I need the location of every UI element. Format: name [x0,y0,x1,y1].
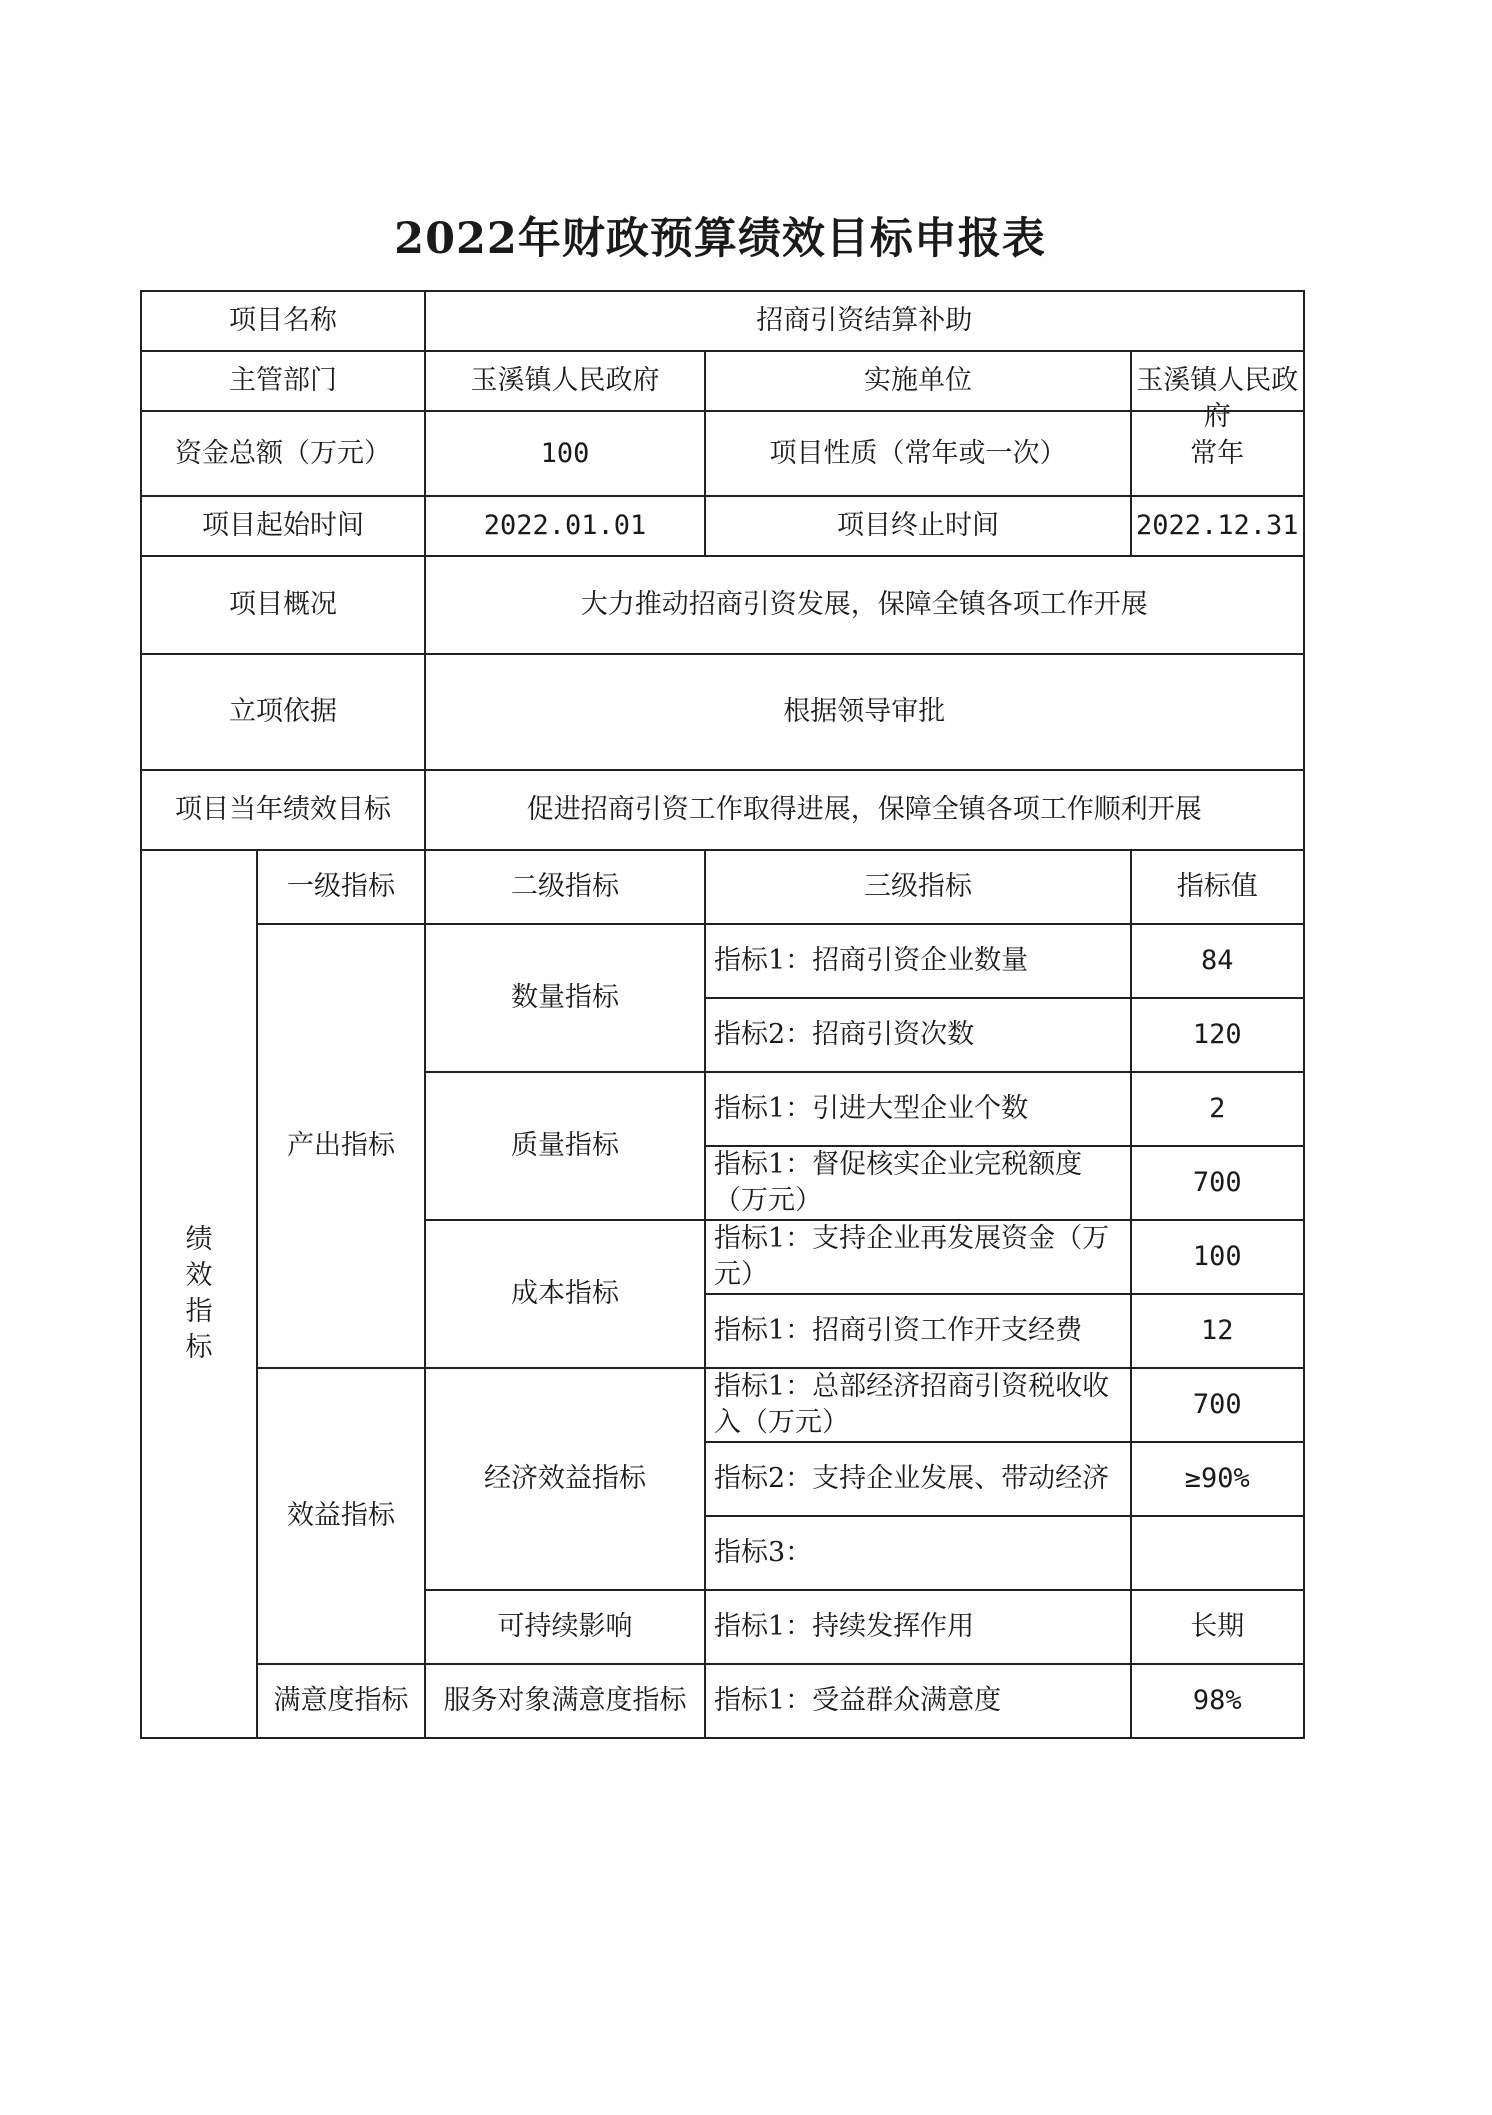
indicator-section-label [141,850,257,1738]
level3-item: 指标1：引进大型企业个数 [705,1072,1131,1146]
level3-item: 指标1：持续发挥作用 [705,1590,1131,1664]
overview-label: 项目概况 [141,556,425,654]
indicator-value: 2 [1131,1072,1304,1146]
row-period [141,496,1304,556]
impl-label: 实施单位 [705,351,1131,411]
level3-item: 指标1：支持企业再发展资金（万元） [705,1220,1131,1294]
level1-benefit: 效益指标 [257,1368,425,1664]
indicator-value: 100 [1131,1220,1304,1294]
indicator-value: 98% [1131,1664,1304,1738]
goal-value: 促进招商引资工作取得进展，保障全镇各项工作顺利开展 [425,770,1304,850]
basis-value: 根据领导审批 [425,654,1304,770]
row-project-name [141,291,1304,351]
row-overview [141,556,1304,654]
row-basis [141,654,1304,770]
level3-item: 指标1：督促核实企业完税额度（万元） [705,1146,1131,1220]
level2-economic: 经济效益指标 [425,1368,705,1590]
impl-value-text: 玉溪镇人民政府 [1136,365,1299,432]
level1-satisfaction: 满意度指标 [257,1664,425,1738]
level3-item: 指标1：受益群众满意度 [705,1664,1131,1738]
level2-quantity: 数量指标 [425,924,705,1072]
indicator-value: 120 [1131,998,1304,1072]
level3-item: 指标3： [705,1516,1131,1590]
level3-item: 指标2：支持企业发展、带动经济 [705,1442,1131,1516]
row-fund [141,411,1304,496]
nature-label: 项目性质（常年或一次） [705,411,1131,496]
fund-value: 100 [425,411,705,496]
indicator-value [1131,1516,1304,1590]
dept-value: 玉溪镇人民政府 [425,351,705,411]
level1-output: 产出指标 [257,924,425,1368]
indicator-section-text: 绩效指标 [185,1224,213,1363]
overview-value: 大力推动招商引资发展，保障全镇各项工作开展 [425,556,1304,654]
table-row [141,1368,1304,1442]
level2-satisfaction: 服务对象满意度指标 [425,1664,705,1738]
basis-label: 立项依据 [141,654,425,770]
level3-item: 指标1：总部经济招商引资税收收入（万元） [705,1368,1131,1442]
page-title: 2022年财政预算绩效目标申报表 [394,214,1046,264]
end-label: 项目终止时间 [705,496,1131,556]
project-name-label: 项目名称 [141,291,425,351]
level3-item: 指标2：招商引资次数 [705,998,1131,1072]
start-value: 2022.01.01 [425,496,705,556]
indicator-value: 12 [1131,1294,1304,1368]
row-department [141,351,1304,411]
budget-performance-table [140,290,1305,1739]
table-row [141,924,1304,998]
level3-item: 指标1：招商引资企业数量 [705,924,1131,998]
dept-label: 主管部门 [141,351,425,411]
level3-item: 指标1：招商引资工作开支经费 [705,1294,1131,1368]
indicator-value: 84 [1131,924,1304,998]
indicator-value: 700 [1131,1146,1304,1220]
level2-quality: 质量指标 [425,1072,705,1220]
indicator-header-row [141,850,1304,924]
goal-label: 项目当年绩效目标 [141,770,425,850]
start-label: 项目起始时间 [141,496,425,556]
nature-value: 常年 [1131,411,1304,496]
level2-sustainable: 可持续影响 [425,1590,705,1664]
table-row [141,1664,1304,1738]
header-level3: 三级指标 [705,850,1131,924]
project-name-value: 招商引资结算补助 [425,291,1304,351]
impl-value [1131,351,1304,432]
indicator-value: ≥90% [1131,1442,1304,1516]
row-goal [141,770,1304,850]
indicator-value: 700 [1131,1368,1304,1442]
header-level1: 一级指标 [257,850,425,924]
level2-cost: 成本指标 [425,1220,705,1368]
fund-label: 资金总额（万元） [141,411,425,496]
end-value: 2022.12.31 [1131,496,1304,556]
header-value: 指标值 [1131,850,1304,924]
indicator-value: 长期 [1131,1590,1304,1664]
header-level2: 二级指标 [425,850,705,924]
